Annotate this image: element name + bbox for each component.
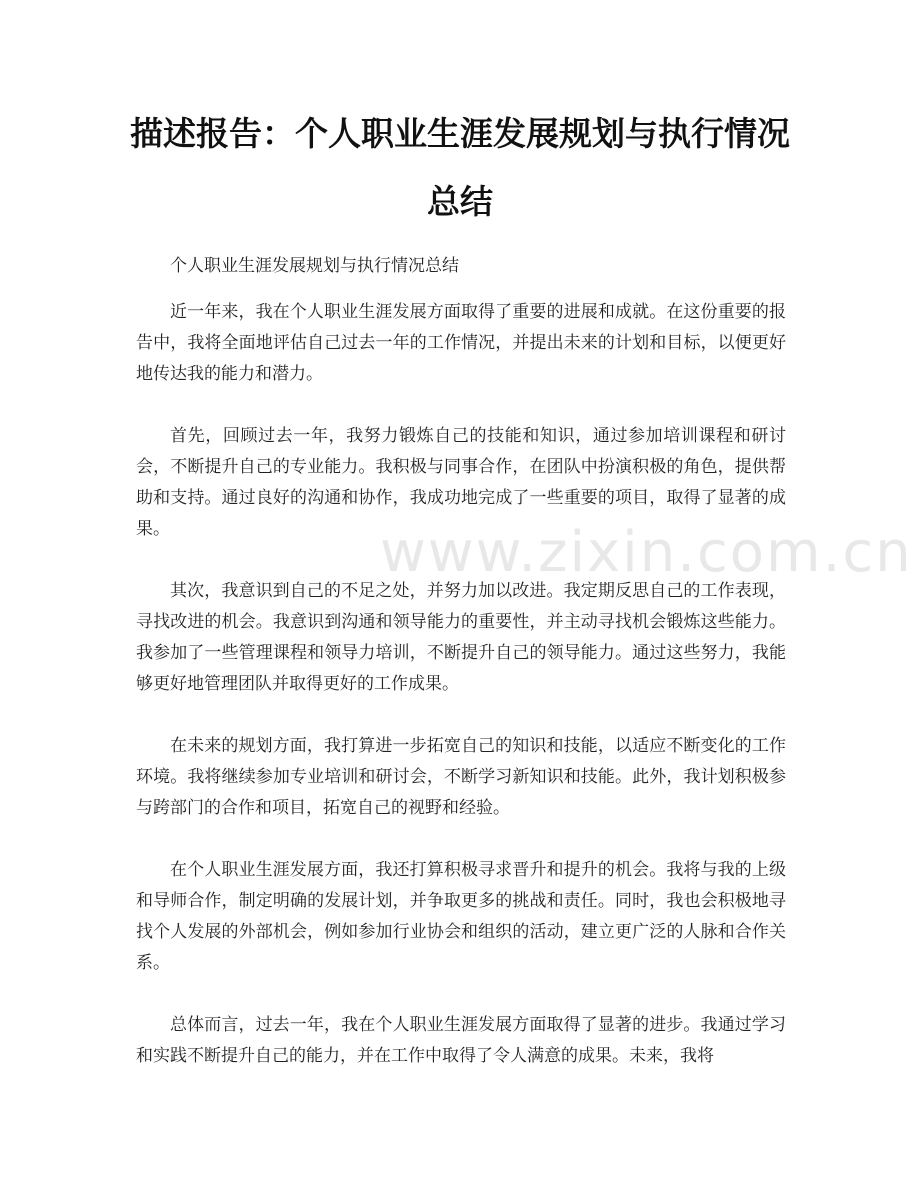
paragraph-4: 在未来的规划方面，我打算进一步拓宽自己的知识和技能，以适应不断变化的工作环境。我将继续参加专业培训和研讨会，不断学习新知识和技能。此外，我计划积极参与跨部门的合作和项目，拓宽自己的视野和经验。: [136, 736, 786, 818]
paragraph-1: 近一年来，我在个人职业生涯发展方面取得了重要的进展和成就。在这份重要的报告中，我将全面地评估自己过去一年的工作情况，并提出未来的计划和目标，以便更好地传达我的能力和潜力。: [136, 302, 786, 384]
paragraph-2: 首先，回顾过去一年，我努力锻炼自己的技能和知识，通过参加培训课程和研讨会，不断提升自己的专业能力。我积极与同事合作，在团队中扮演积极的角色，提供帮助和支持。通过良好的沟通和协作，我成功地完成了一些重要的项目，取得了显著的成果。: [136, 426, 786, 539]
paragraph-6: 总体而言，过去一年，我在个人职业生涯发展方面取得了显著的进步。我通过学习和实践不断提升自己的能力，并在工作中取得了令人满意的成果。未来，我将: [136, 1015, 786, 1066]
paragraph-5: 在个人职业生涯发展方面，我还打算积极寻求晋升和提升的机会。我将与我的上级和导师合作，制定明确的发展计划，并争取更多的挑战和责任。同时，我也会积极地寻找个人发展的外部机会，例如参加行业协会和组织的活动，建立更广泛的人脉和合作关系。: [136, 860, 786, 973]
document-subtitle: 个人职业生涯发展规划与执行情况总结: [170, 256, 459, 276]
paragraph-3: 其次，我意识到自己的不足之处，并努力加以改进。我定期反思自己的工作表现，寻找改进的机会。我意识到沟通和领导能力的重要性，并主动寻找机会锻炼这些能力。我参加了一些管理课程和领导力培训，不断提升自己的领导能力。通过这些努力，我能够更好地管理团队并取得更好的工作成果。: [136, 581, 786, 694]
document-title: 描述报告：个人职业生涯发展规划与执行情况总结: [130, 114, 790, 221]
watermark-text: www.zixin.com.cn: [380, 520, 913, 585]
